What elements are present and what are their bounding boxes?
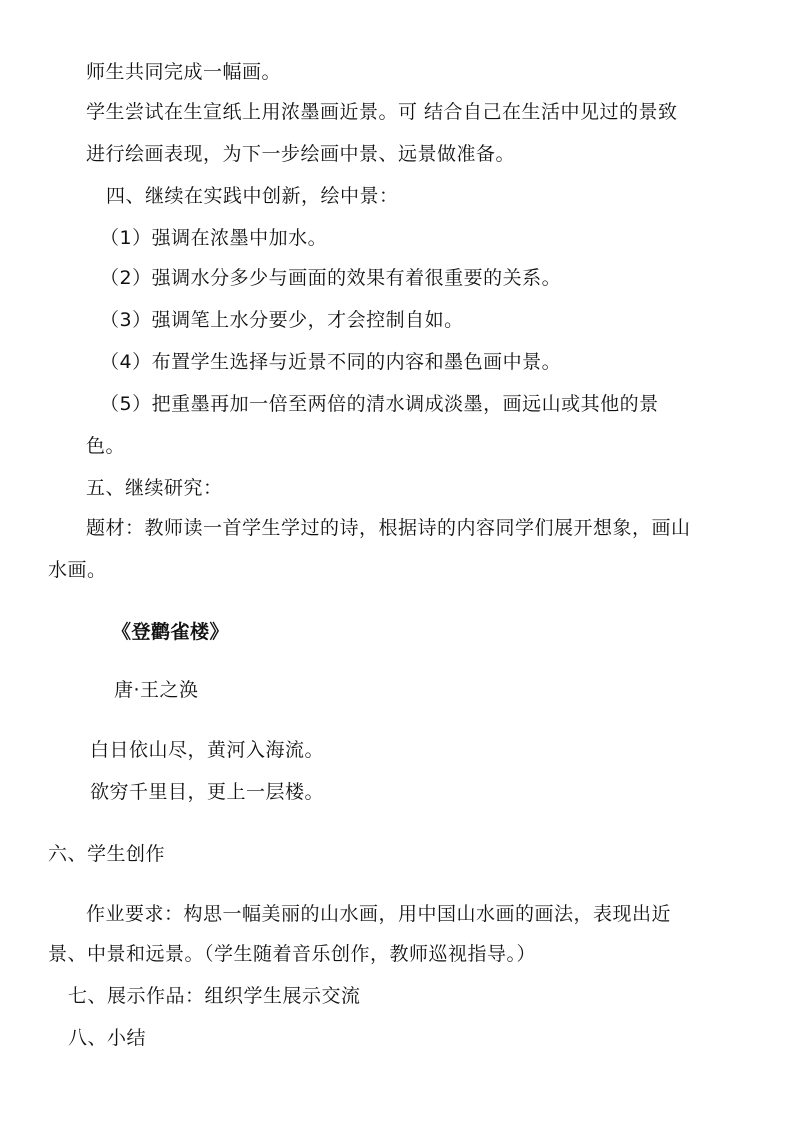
paragraph-line: 作业要求：构思一幅美丽的山水画，用中国山水画的画法，表现出近 [86,903,672,925]
paragraph-line: 景、中景和远景。（学生随着音乐创作，教师巡视指导。） [48,943,537,965]
list-item: （2）强调水分多少与画面的效果有着很重要的关系。 [100,267,562,289]
section-heading: 六、学生创作 [48,843,166,865]
section-heading: 四、继续在实践中创新，绘中景： [106,185,399,207]
list-item: （1）强调在浓墨中加水。 [100,227,328,249]
paragraph-line: 学生尝试在生宣纸上用浓墨画近景。可 结合自己在生活中见过的景致 [86,101,678,123]
paragraph-line: 进行绘画表现，为下一步绘画中景、远景做准备。 [86,143,516,165]
paragraph-line: 色。 [86,435,126,457]
section-heading: 八、小结 [68,1027,147,1049]
paragraph-line: 水画。 [48,559,107,581]
paragraph-line: 师生共同完成一幅画。 [86,61,282,83]
poem-title: 《登鹳雀楼》 [112,621,230,643]
poem-author: 唐·王之涣 [114,679,199,701]
paragraph-line: 题材：教师读一首学生学过的诗，根据诗的内容同学们展开想象，画山 [86,517,691,539]
list-item: （3）强调笔上水分要少，才会控制自如。 [100,309,464,331]
list-item: （5）把重墨再加一倍至两倍的清水调成淡墨，画远山或其他的景 [100,393,659,415]
section-heading: 七、展示作品：组织学生展示交流 [68,985,361,1007]
poem-line: 白日依山尽，黄河入海流。 [90,739,325,761]
section-heading: 五、继续研究： [86,477,223,499]
list-item: （4）布置学生选择与近景不同的内容和墨色画中景。 [100,351,562,373]
poem-line: 欲穷千里目，更上一层楼。 [90,781,325,803]
